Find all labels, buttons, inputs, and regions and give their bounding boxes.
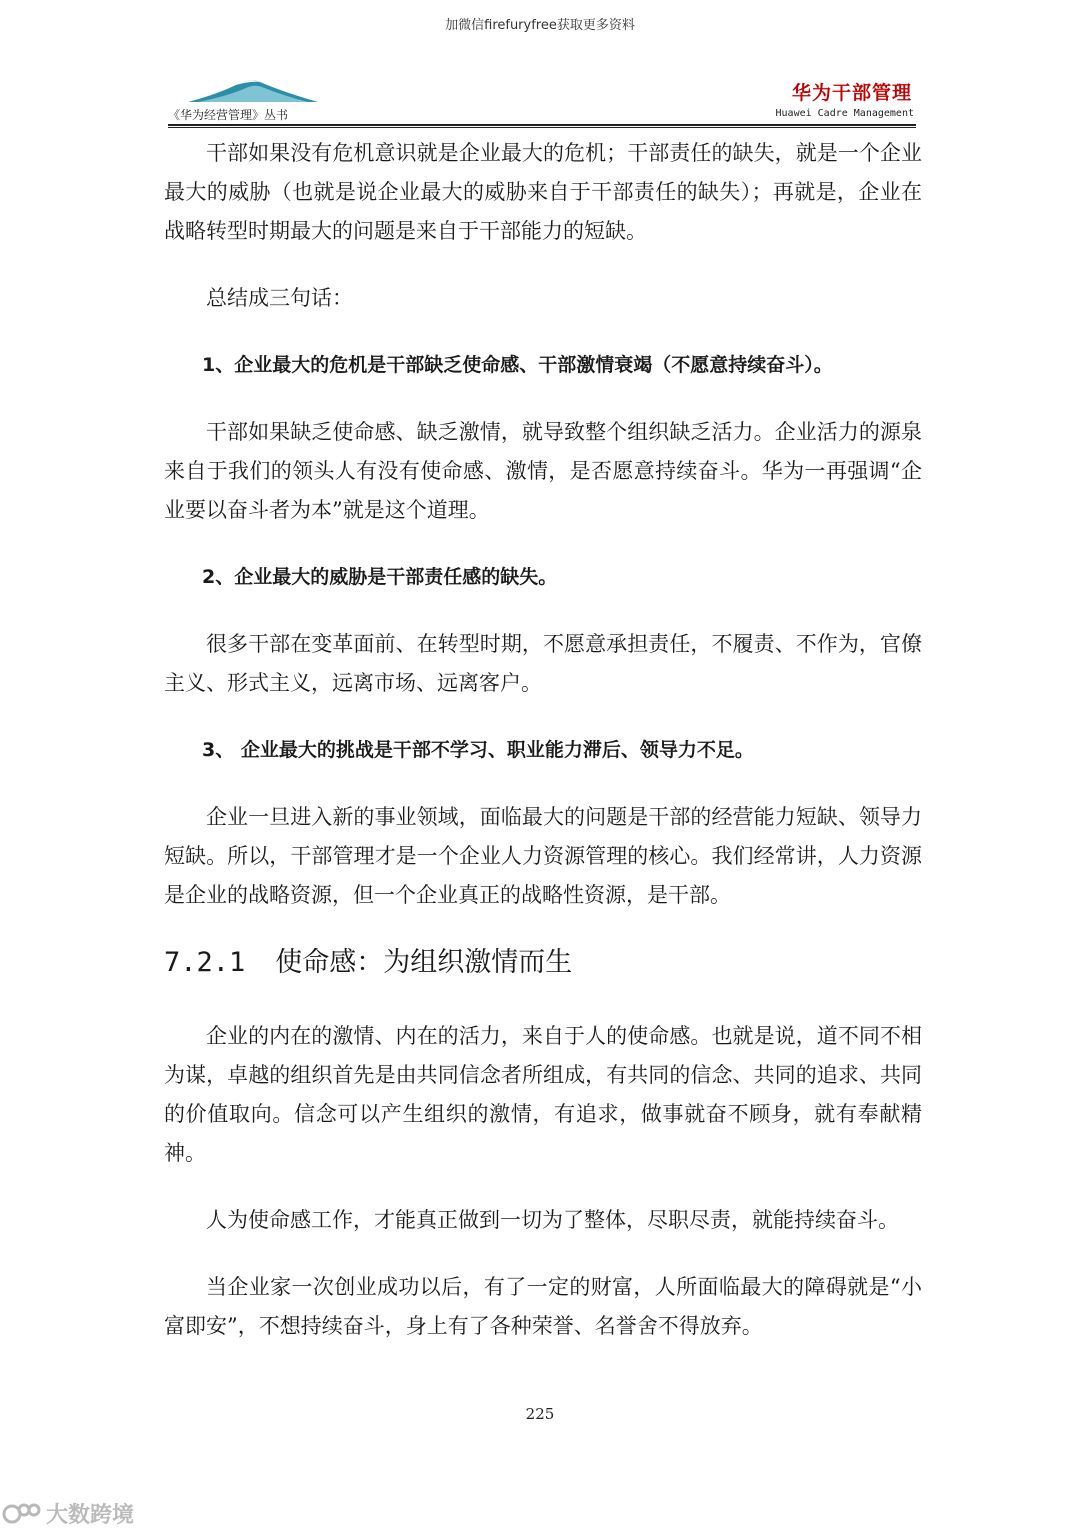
point-heading: 3、 企业最大的挑战是干部不学习、职业能力滞后、领导力不足。	[202, 739, 754, 761]
paragraph: 人为使命感工作，才能真正做到一切为了整体，尽职尽责，就能持续奋斗。	[206, 1208, 899, 1232]
section-title: 使命感：为组织激情而生	[275, 947, 573, 978]
top-note: 加微信firefuryfree获取更多资料	[445, 18, 635, 33]
page-header	[168, 62, 916, 124]
header-rule-thin	[168, 127, 916, 128]
mountain-logo-icon	[188, 74, 318, 104]
paragraph: 干部如果缺乏使命感、缺乏激情，就导致整个组织缺乏活力。企业活力的源泉来自于我们的领头人有没有使命感、激情，是否愿意持续奋斗。华为一再强调“企业要以奋斗者为本”就是这个道理。	[164, 420, 922, 522]
brand-title: 华为干部管理	[791, 82, 912, 104]
point-heading: 1、企业最大的危机是干部缺乏使命感、干部激情衰竭（不愿意持续奋斗）。	[202, 354, 833, 376]
paragraph: 很多干部在变革面前、在转型时期，不愿意承担责任，不履责、不作为，官僚主义、形式主义，远离市场、远离客户。	[164, 632, 922, 695]
watermark-logo-icon	[2, 1500, 42, 1528]
header-rule	[168, 124, 916, 126]
paragraph: 企业的内在的激情、内在的活力，来自于人的使命感。也就是说，道不同不相为谋，卓越的组织首先是由共同信念者所组成，有共同的信念、共同的追求、共同的价值取向。信念可以产生组织的激情，有追求，做事就奋不顾身，就有奉献精神。	[164, 1024, 922, 1165]
brand-subtitle: Huawei Cadre Management	[775, 108, 914, 119]
section-heading	[164, 943, 922, 983]
page-body	[164, 134, 922, 1374]
paragraph: 当企业家一次创业成功以后，有了一定的财富，人所面临最大的障碍就是“小富即安”，不想持续奋斗，身上有了各种荣誉、名誉舍不得放弃。	[164, 1275, 922, 1338]
page-number: 225	[525, 1405, 555, 1423]
section-number: 7.2.1	[164, 947, 246, 978]
point-heading: 2、企业最大的威胁是干部责任感的缺失。	[202, 566, 558, 588]
paragraph: 干部如果没有危机意识就是企业最大的危机；干部责任的缺失，就是一个企业最大的威胁（也就是说企业最大的威胁来自于干部责任的缺失）；再就是，企业在战略转型时期最大的问题是来自于干部能力的短缺。	[164, 141, 922, 243]
watermark-text: 大数跨境	[46, 1503, 135, 1528]
series-title: 《华为经营管理》丛书	[168, 108, 289, 122]
paragraph: 总结成三句话：	[206, 286, 353, 310]
watermark	[2, 1498, 134, 1529]
paragraph: 企业一旦进入新的事业领域，面临最大的问题是干部的经营能力短缺、领导力短缺。所以，干部管理才是一个企业人力资源管理的核心。我们经常讲，人力资源是企业的战略资源，但一个企业真正的战略性资源，是干部。	[164, 805, 922, 907]
